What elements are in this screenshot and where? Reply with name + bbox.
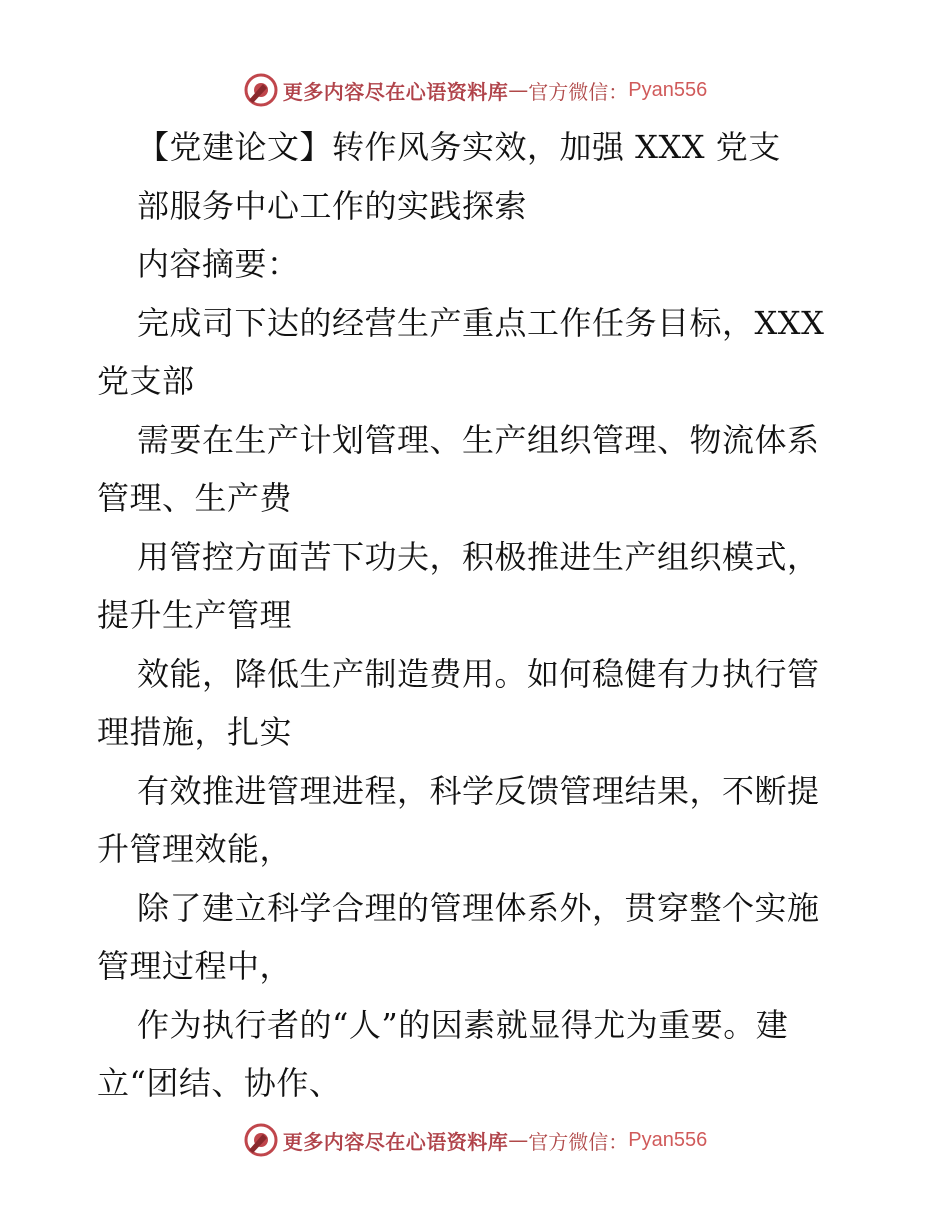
banner-slogan: 更多内容尽在心语资料库 (282, 1129, 509, 1154)
body-line: 提升生产管理 (97, 596, 293, 634)
banner-wechat-label: 官方微信： (528, 1129, 629, 1154)
logo-icon (243, 1122, 279, 1158)
banner-account: Pyan556 (628, 78, 708, 101)
body-line: 升管理效能， (97, 830, 293, 868)
body-line: 立“团结、协作、 (97, 1064, 342, 1102)
banner-dash: — (508, 78, 529, 102)
body-line: 效能，降低生产制造费用。如何稳健有力执行管 (137, 654, 820, 693)
logo-icon (243, 72, 279, 108)
body-line: 需要在生产计划管理、生产组织管理、物流体系 (137, 420, 820, 459)
header-banner (0, 68, 950, 112)
abstract-label: 内容摘要： (137, 245, 300, 283)
title-line-1: 【党建论文】转作风务实效，加强 XXX 党支 (137, 128, 781, 166)
body-line: 完成司下达的经营生产重点工作任务目标，XXX (137, 303, 825, 342)
body-line: 除了建立科学合理的管理体系外，贯穿整个实施 (137, 888, 820, 927)
banner-wechat-label: 官方微信： (528, 79, 629, 104)
body-line: 用管控方面苦下功夫，积极推进生产组织模式， (137, 537, 820, 576)
banner-slogan: 更多内容尽在心语资料库 (282, 79, 509, 104)
body-line: 管理、生产费 (97, 479, 293, 517)
body-line: 有效推进管理进程，科学反馈管理结果，不断提 (137, 771, 820, 810)
title-line-2: 部服务中心工作的实践探索 (137, 186, 528, 225)
footer-banner (0, 1118, 950, 1162)
body-line: 管理过程中， (97, 947, 293, 985)
banner-dash: — (508, 1128, 529, 1152)
body-line: 作为执行者的“人”的因素就显得尤为重要。建 (137, 1005, 789, 1044)
banner-account: Pyan556 (628, 1128, 708, 1151)
document-body (97, 118, 857, 1113)
body-line: 党支部 (97, 362, 195, 400)
body-line: 理措施，扎实 (97, 713, 293, 751)
